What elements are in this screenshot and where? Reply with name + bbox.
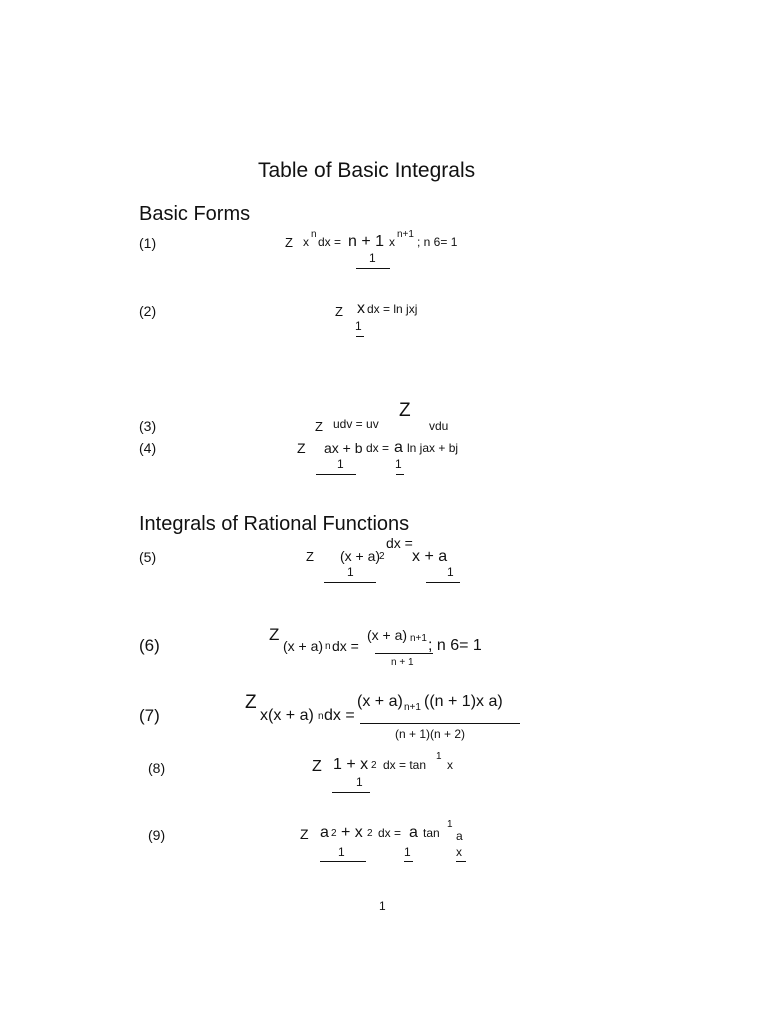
coefficient-a: a <box>456 829 463 843</box>
fraction-bar <box>404 861 413 862</box>
numerator-one: 1 <box>369 251 376 265</box>
exponent: 2 <box>367 828 373 839</box>
integral-sign: Z <box>335 304 343 319</box>
dx-equals: dx = <box>366 441 390 455</box>
dx-equals: dx = <box>332 638 359 654</box>
dx-equals: dx = <box>318 235 342 249</box>
dx-equals: dx = <box>324 707 355 724</box>
numerator: (x + a) <box>357 693 403 710</box>
numerator: ((n + 1)x a) <box>424 693 503 710</box>
formula-number: (3) <box>139 418 157 434</box>
fraction-bar <box>320 861 366 862</box>
integral-sign: Z <box>306 549 314 564</box>
condition: ; n 6= 1 <box>428 637 482 654</box>
formula-rhs: dx = tan <box>383 758 427 772</box>
denominator: (x + a) <box>340 548 381 564</box>
dx-equals: dx = <box>378 826 402 840</box>
integral-sign: Z <box>399 400 411 421</box>
formula-rhs: ln jax + bj <box>407 441 459 455</box>
n-plus-1: n + 1 <box>348 233 385 250</box>
formula-lhs: udv = uv <box>333 417 379 431</box>
page-title: Table of Basic Integrals <box>258 159 476 182</box>
exponent: n <box>325 641 331 652</box>
fraction-bar <box>356 336 364 337</box>
fraction-bar <box>332 792 370 793</box>
denominator-a: a <box>320 824 329 841</box>
numerator-one: 1 <box>338 845 345 859</box>
exponent: 1 <box>447 819 453 830</box>
integral-sign: Z <box>312 758 322 775</box>
integrand: (x + a) <box>283 638 324 654</box>
exponent: n+1 <box>397 229 414 240</box>
exponent: 1 <box>436 751 442 762</box>
condition: ; n 6= 1 <box>417 235 458 249</box>
x-variable: x <box>447 758 453 772</box>
integral-sign: Z <box>245 692 257 713</box>
formula-rhs: x + a <box>412 548 448 565</box>
fraction-bar <box>456 861 466 862</box>
formula-number: (1) <box>139 235 157 251</box>
dx-equals: dx = <box>386 535 413 551</box>
x-power: x <box>389 235 395 249</box>
integral-sign: Z <box>285 235 293 250</box>
integral-sign: Z <box>315 419 323 434</box>
formula-rhs: vdu <box>429 419 449 433</box>
integrand: x(x + a) <box>260 707 314 724</box>
formula-number: (5) <box>139 549 157 565</box>
coefficient-a: a <box>394 439 403 456</box>
denominator-x: + x <box>341 824 363 841</box>
denominator: (n + 1)(n + 2) <box>395 727 466 741</box>
exponent: n <box>311 229 317 240</box>
page-number: 1 <box>379 899 386 913</box>
exponent: n+1 <box>404 702 421 713</box>
formula-rhs: dx = ln jxj <box>367 302 418 316</box>
numerator-one: 1 <box>447 565 454 579</box>
numerator-one: 1 <box>347 565 354 579</box>
exponent: 2 <box>371 760 377 771</box>
numerator-one: 1 <box>395 457 402 471</box>
formula-number: (7) <box>139 706 160 725</box>
integral-sign: Z <box>269 625 280 644</box>
formula-number: (4) <box>139 440 157 456</box>
x-variable: x <box>456 845 462 859</box>
section-heading-basic-forms: Basic Forms <box>139 203 251 225</box>
integral-sign: Z <box>300 826 309 842</box>
coefficient-a: a <box>409 824 418 841</box>
formula-number: (8) <box>148 760 166 776</box>
integral-sign: Z <box>297 440 306 456</box>
numerator: (x + a) <box>367 627 408 643</box>
fraction-bar <box>426 582 460 583</box>
integrand: x <box>303 235 309 249</box>
formula-number: (2) <box>139 303 157 319</box>
fraction-bar <box>396 474 404 475</box>
denominator: n + 1 <box>391 657 414 668</box>
fraction-bar <box>356 268 390 269</box>
x-variable: x <box>357 300 365 317</box>
numerator-one: 1 <box>356 775 363 789</box>
numerator-one: 1 <box>337 457 344 471</box>
section-heading-rational-functions: Integrals of Rational Functions <box>139 513 410 535</box>
fraction-bar <box>360 723 520 724</box>
numerator-one: 1 <box>404 845 411 859</box>
numerator-one: 1 <box>355 319 362 333</box>
exponent: n <box>318 711 324 722</box>
fraction-bar <box>375 653 433 654</box>
tan-function: tan <box>423 826 440 840</box>
denominator: 1 + x <box>333 756 369 773</box>
fraction-bar <box>324 582 376 583</box>
exponent: 2 <box>331 828 337 839</box>
exponent: n+1 <box>410 633 427 644</box>
formula-number: (6) <box>139 636 160 655</box>
formula-number: (9) <box>148 827 166 843</box>
denominator: ax + b <box>324 440 363 456</box>
fraction-bar <box>316 474 356 475</box>
exponent: 2 <box>379 551 385 562</box>
